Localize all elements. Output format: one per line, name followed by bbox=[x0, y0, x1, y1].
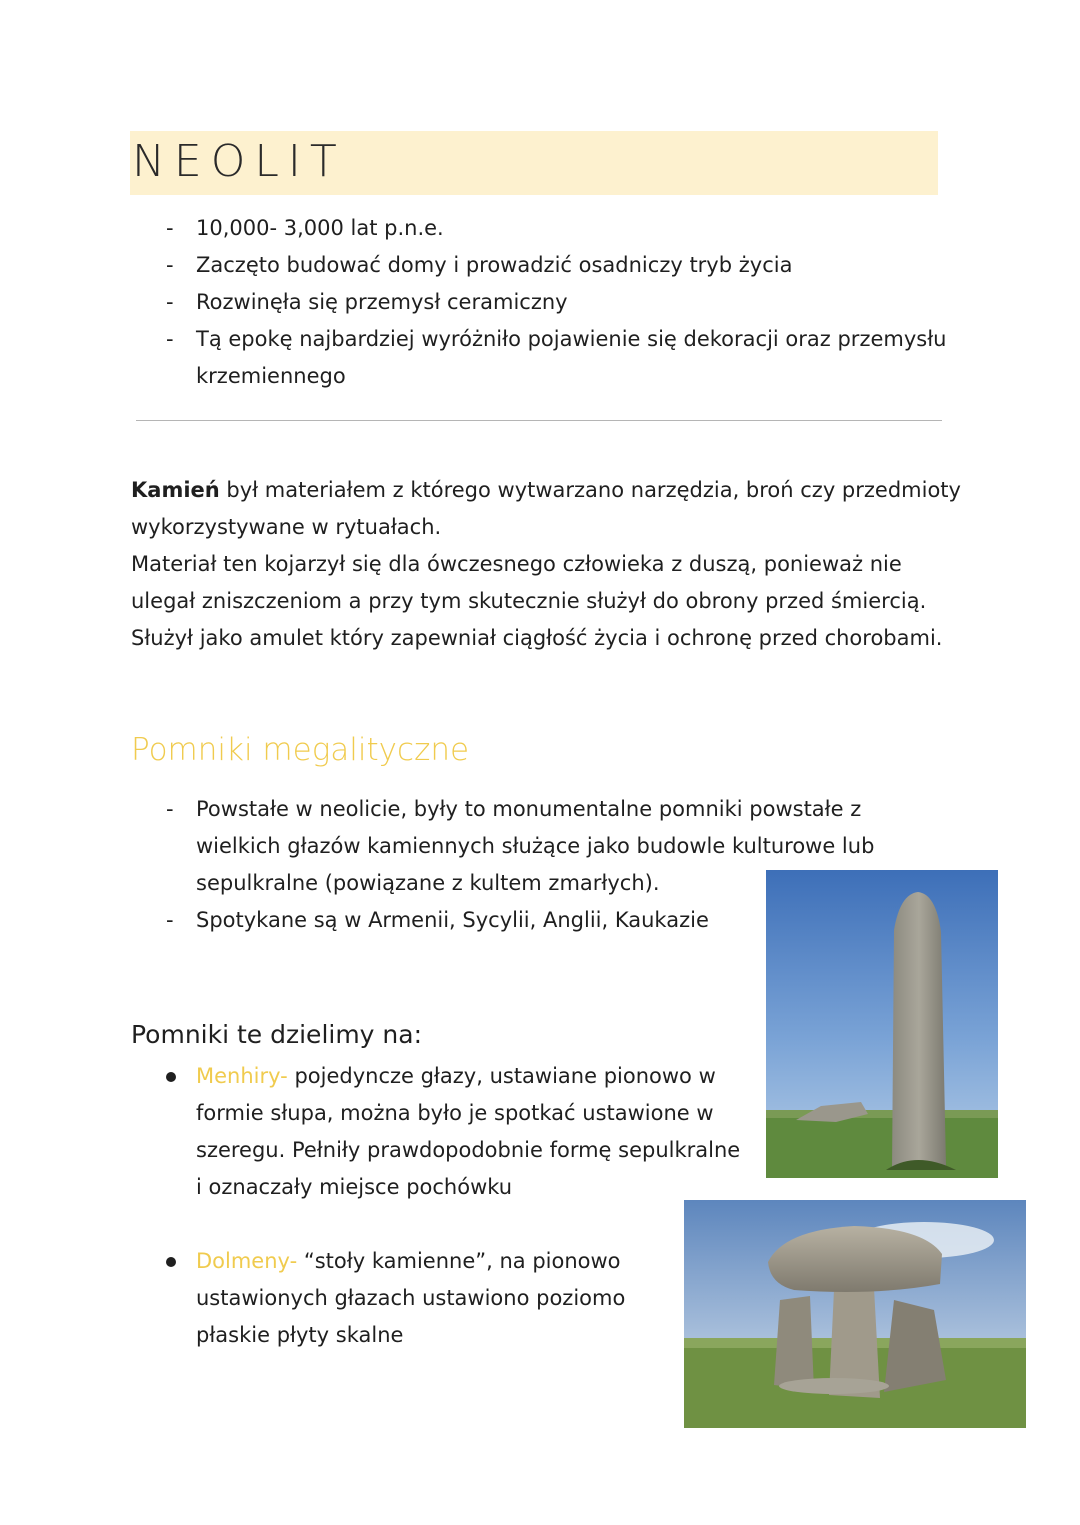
stone-line-3: Służył jako amulet który zapewniał ciągłość życia i ochronę przed chorobami. bbox=[131, 626, 943, 650]
stone-term: Kamień bbox=[131, 478, 220, 502]
stone-line-2: Materiał ten kojarzył się dla ówczesnego człowieka z duszą, ponieważ nie ulegał zniszczeniom a przy tym skutecznie służył do obrony przed śmiercią. bbox=[131, 552, 927, 613]
list-item: - Spotykane są w Armenii, Sycylii, Anglii, Kaukazie bbox=[160, 902, 720, 939]
list-item: - Rozwinęła się przemysł ceramiczny bbox=[160, 284, 950, 321]
bullet-icon bbox=[166, 1257, 176, 1267]
bullet-icon bbox=[166, 1072, 176, 1082]
stone-line-1: Kamień był materiałem z którego wytwarzano narzędzia, broń czy przedmioty wykorzystywane w rytuałach. bbox=[131, 478, 961, 539]
menhir-photo bbox=[766, 870, 998, 1178]
division-heading: Pomniki te dzielimy na: bbox=[131, 1020, 423, 1049]
list-item: - 10,000- 3,000 lat p.n.e. bbox=[160, 210, 950, 247]
list-item: - Powstałe w neolicie, były to monumentalne pomniki powstałe z wielkich głazów kamiennych służące jako budowle kulturowe lub sepulkralne (powiązane z kultem zmarłych). bbox=[160, 791, 876, 902]
megalith-list bbox=[160, 791, 875, 939]
menhir-list bbox=[160, 1058, 750, 1206]
list-item: - Tą epokę najbardziej wyróżniło pojawienie się dekoracji oraz przemysłu krzemiennego bbox=[160, 321, 950, 395]
megalith-heading: Pomniki megalityczne bbox=[131, 732, 470, 768]
stone-paragraph bbox=[131, 472, 971, 657]
dolmen-list bbox=[160, 1243, 630, 1354]
dolmen-photo bbox=[684, 1200, 1026, 1428]
list-item-dolmen: Dolmeny- “stoły kamienne”, na pionowo ustawionych głazach ustawiono poziomo płaskie płyty skalne bbox=[160, 1243, 630, 1354]
list-item: - Zaczęto budować domy i prowadzić osadniczy tryb życia bbox=[160, 247, 950, 284]
list-item-menhir: Menhiry- pojedyncze głazy, ustawiane pionowo w formie słupa, można było je spotkać ustawione w szeregu. Pełniły prawdopodobnie formę sepulkralne i oznaczały miejsce pochówku bbox=[160, 1058, 750, 1206]
intro-list bbox=[160, 210, 950, 395]
page-title: NEOLIT bbox=[132, 136, 346, 187]
divider bbox=[136, 420, 942, 421]
